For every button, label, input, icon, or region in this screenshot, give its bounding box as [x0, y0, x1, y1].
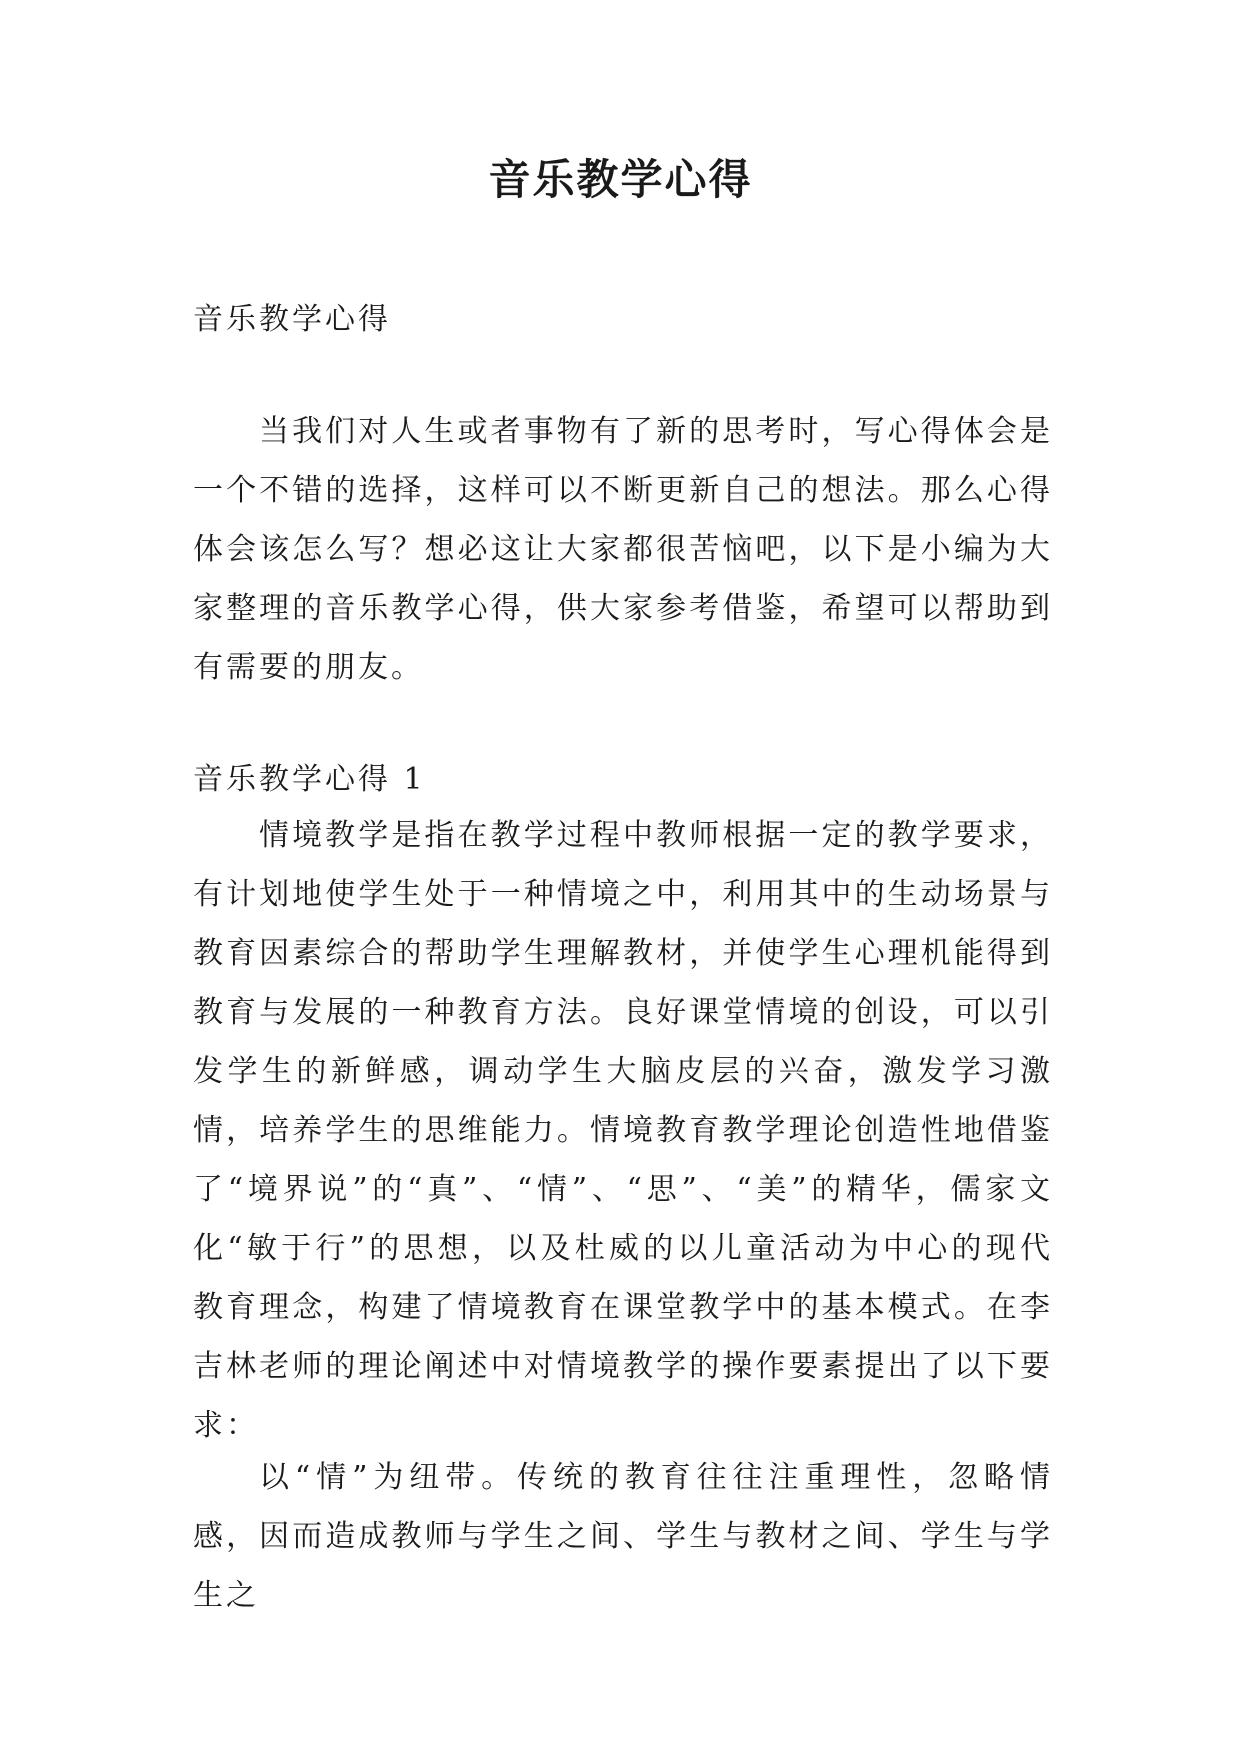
body-paragraph-2: 以“情”为纽带。传统的教育往往注重理性，忽略情感，因而造成教师与学生之间、学生与教材之间、学生与学生之	[193, 1460, 1053, 1613]
intro-paragraph: 当我们对人生或者事物有了新的思考时，写心得体会是一个不错的选择，这样可以不断更新自己的想法。那么心得体会该怎么写？想必这让大家都很苦恼吧，以下是小编为大家整理的音乐教学心得，供大家参考借鉴，希望可以帮助到有需要的朋友。	[193, 414, 1053, 685]
document-subtitle: 音乐教学心得	[193, 302, 391, 337]
body-paragraph-1: 情境教学是指在教学过程中教师根据一定的教学要求，有计划地使学生处于一种情境之中，利用其中的生动场景与教育因素综合的帮助学生理解教材，并使学生心理机能得到教育与发展的一种教育方法。良好课堂情境的创设，可以引发学生的新鲜感，调动学生大脑皮层的兴奋，激发学习激情，培养学生的思维能力。情境教育教学理论创造性地借鉴了“境界说”的“真”、“情”、“思”、“美”的精华，儒家文化“敏于行”的思想，以及杜威的以儿童活动为中心的现代教育理念，构建了情境教育在课堂教学中的基本模式。在李吉林老师的理论阐述中对情境教学的操作要素提出了以下要求：	[193, 818, 1053, 1443]
section-heading: 音乐教学心得 1	[193, 762, 426, 797]
document-title: 音乐教学心得	[488, 155, 753, 204]
